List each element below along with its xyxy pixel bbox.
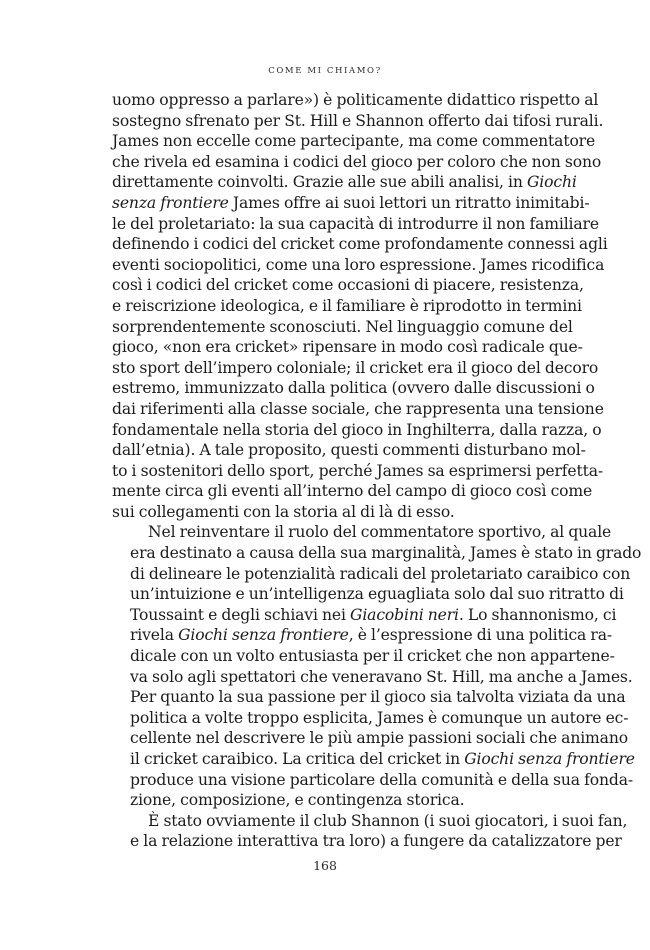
text-line: sorprendentemente sconosciuti. Nel linguaggio comune del (112, 317, 573, 336)
text-line: fondamentale nella storia del gioco in Inghilterra, dalla razza, o (112, 420, 602, 439)
paragraph (112, 522, 642, 810)
text-line: senza frontiere James offre ai suoi lettori un ritratto inimitabi- (112, 193, 590, 212)
text-line: Per quanto la sua passione per il gioco sia talvolta viziata da una (130, 688, 626, 707)
text-line: dicale con un volto entusiasta per il cricket che non appartene- (130, 647, 615, 666)
text-line: Nel reinventare il ruolo del commentatore sportivo, al quale (148, 523, 612, 542)
text-line: mente circa gli eventi all’interno del campo di gioco così come (112, 482, 593, 501)
text-line: che rivela ed esamina i codici del gioco per coloro che non sono (112, 152, 602, 171)
text-line: James non eccelle come partecipante, ma come commentatore (112, 132, 596, 151)
text-line: e la relazione interattiva tra loro) a fungere da catalizzatore per (130, 832, 622, 851)
text-line: il cricket caraibico. La critica del cricket in Giochi senza frontiere (130, 750, 635, 768)
text-line: politica a volte troppo esplicita, James è comunque un autore ec- (130, 708, 629, 727)
text-line: va solo agli spettatori che veneravano St. Hill, ma anche a James. (130, 667, 633, 686)
text-line: rivela Giochi senza frontiere, è l’espressione di una politica ra- (130, 626, 612, 645)
text-line: to i sostenitori dello sport, perché James sa esprimersi perfetta- (112, 461, 604, 480)
text-line: produce una visione particolare della comunità e della sua fonda- (130, 770, 634, 789)
text-line: e reiscrizione ideologica, e il familiare è riprodotto in termini (112, 296, 582, 315)
text-line: sto sport dell’impero coloniale; il cricket era il gioco del decoro (112, 358, 599, 377)
text-line: È stato ovviamente il club Shannon (i suoi giocatori, i suoi fan, (148, 811, 628, 830)
text-line: cellente nel descrivere le più ampie passioni sociali che animano (130, 729, 628, 748)
paragraph (112, 811, 628, 852)
text-line: direttamente coinvolti. Grazie alle sue abili analisi, in Giochi (112, 173, 577, 192)
text-line: eventi sociopolitici, come una loro espressione. James ricodifica (112, 255, 605, 274)
text-line: sui collegamenti con la storia al di là di esso. (112, 502, 455, 521)
text-line: Toussaint e degli schiavi nei Giacobini neri. Lo shannonismo, ci (130, 605, 617, 624)
text-line: sostegno sfrenato per St. Hill e Shannon offerto dai tifosi rurali. (112, 111, 604, 130)
text-line: di delineare le potenzialità radicali del proletariato caraibico con (130, 564, 631, 583)
text-line: dai riferimenti alla classe sociale, che rappresenta una tensione (112, 399, 604, 418)
text-line: gioco, «non era cricket» ripensare in modo così radicale que- (112, 338, 583, 357)
text-line: era destinato a causa della sua marginalità, James è stato in grado (130, 544, 642, 563)
text-line: estremo, immunizzato dalla politica (ovvero dalle discussioni o (112, 379, 595, 398)
body-text (112, 90, 642, 852)
page-number: 168 (313, 858, 337, 873)
text-line: definendo i codici del cricket come profondamente connessi agli (112, 235, 608, 254)
text-line: dall’etnia). A tale proposito, questi commenti disturbano mol- (112, 441, 586, 460)
paragraph (112, 90, 608, 522)
text-line: le del proletariato: la sua capacità di introdurre il non familiare (112, 214, 599, 233)
text-line: un’intuizione e un’intelligenza eguagliata solo dal suo ritratto di (130, 585, 624, 604)
text-line: uomo oppresso a parlare») è politicamente didattico rispetto al (112, 91, 599, 109)
text-line: zione, composizione, e contingenza storica. (130, 791, 465, 810)
text-line: così i codici del cricket come occasioni di piacere, resistenza, (112, 276, 584, 295)
running-header: COME MI CHIAMO? (268, 66, 382, 76)
